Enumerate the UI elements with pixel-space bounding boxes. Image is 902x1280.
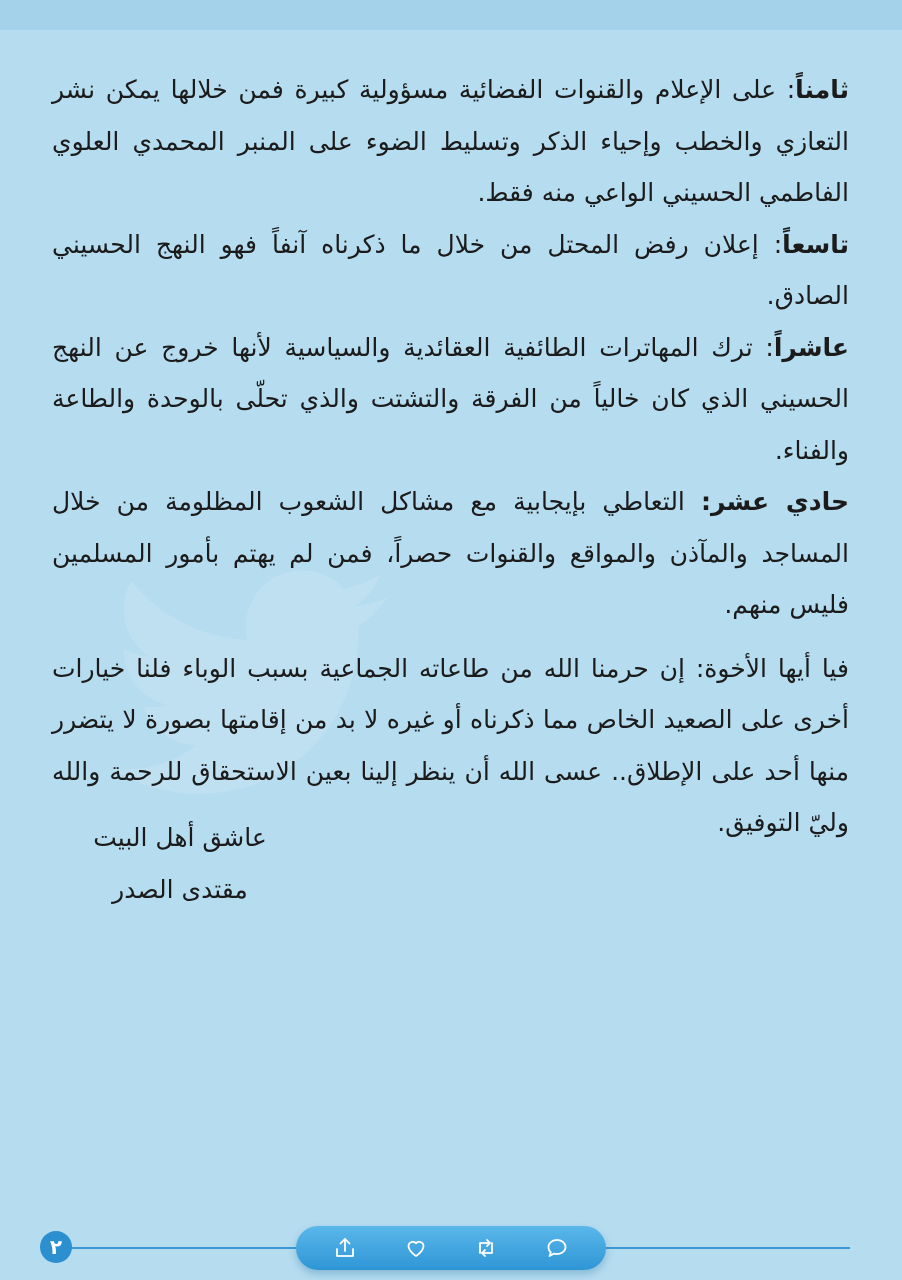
paragraph-lead: تاسعاً xyxy=(782,229,850,259)
page-number-badge: ٢ xyxy=(40,1231,72,1263)
paragraph-text: التعاطي بإيجابية مع مشاكل الشعوب المظلومة من خلال المساجد والمآذن والمواقع والقنوات حصراً، فمن لم يهتم بأمور المسلمين فليس منهم. xyxy=(52,487,849,619)
signature-block xyxy=(60,812,300,916)
paragraph-11 xyxy=(52,476,849,631)
paragraph-text: ترك المهاترات الطائفية العقائدية والسياسية لأنها خروج عن النهج الحسيني الذي كان خالياً من الفرقة والتشتت والذي تحلّى بالوحدة والطاعة والفناء. xyxy=(52,332,849,465)
like-button[interactable] xyxy=(397,1229,435,1267)
share-button[interactable] xyxy=(326,1229,364,1267)
article-body xyxy=(52,64,849,849)
action-bar xyxy=(296,1226,606,1270)
paragraph-8: ثامناً: على الإعلام والقنوات الفضائية مسؤولية كبيرة فمن خلالها يمكن نشر التعازي والخطب وإحياء الذكر وتسليط الضوء على المنبر المحمدي العلوي الفاطمي الحسيني الواعي منه فقط. xyxy=(52,75,849,207)
paragraph-text: على الإعلام والقنوات الفضائية مسؤولية كبيرة فمن خلالها يمكن نشر التعازي والخطب وإحياء الذكر وتسليط الضوء على المنبر المحمدي العلوي الفاطمي الحسيني الواعي منه فقط. xyxy=(52,75,849,207)
paragraph-lead: حادي عشر: xyxy=(700,487,850,516)
signature-title: عاشق أهل البيت xyxy=(93,823,267,852)
share-icon xyxy=(333,1236,357,1260)
signature-name: مقتدى الصدر xyxy=(112,875,248,904)
paragraph-10: عاشراً: ترك المهاترات الطائفية العقائدية والسياسية لأنها خروج عن النهج الحسيني الذي كان خالياً من الفرقة والتشتت والذي تحلّى بالوحدة والطاعة والفناء. xyxy=(52,332,849,465)
paragraph-lead: عاشراً xyxy=(773,332,849,362)
paragraph-lead: ثامناً xyxy=(795,75,849,104)
comment-button[interactable] xyxy=(538,1229,576,1267)
comment-icon xyxy=(545,1236,569,1260)
paragraph-9: تاسعاً: إعلان رفض المحتل من خلال ما ذكرناه آنفاً فهو النهج الحسيني الصادق. xyxy=(52,229,850,310)
retweet-icon xyxy=(474,1236,498,1260)
retweet-button[interactable] xyxy=(467,1229,505,1267)
paragraph-text: إعلان رفض المحتل من خلال ما ذكرناه آنفاً فهو النهج الحسيني الصادق. xyxy=(52,229,849,310)
top-band xyxy=(0,0,902,30)
heart-icon xyxy=(404,1236,428,1260)
closing-paragraph: فيا أيها الأخوة: إن حرمنا الله من طاعاته الجماعية بسبب الوباء فلنا خيارات أخرى على الصعيد الخاص مما ذكرناه أو غيره لا بد من إقامتها بصورة لا يتضرر منها أحد على الإطلاق.. عسى الله أن ينظر إلينا بعين الاستحقاق للرحمة والله وليّ التوفيق. xyxy=(52,653,849,837)
